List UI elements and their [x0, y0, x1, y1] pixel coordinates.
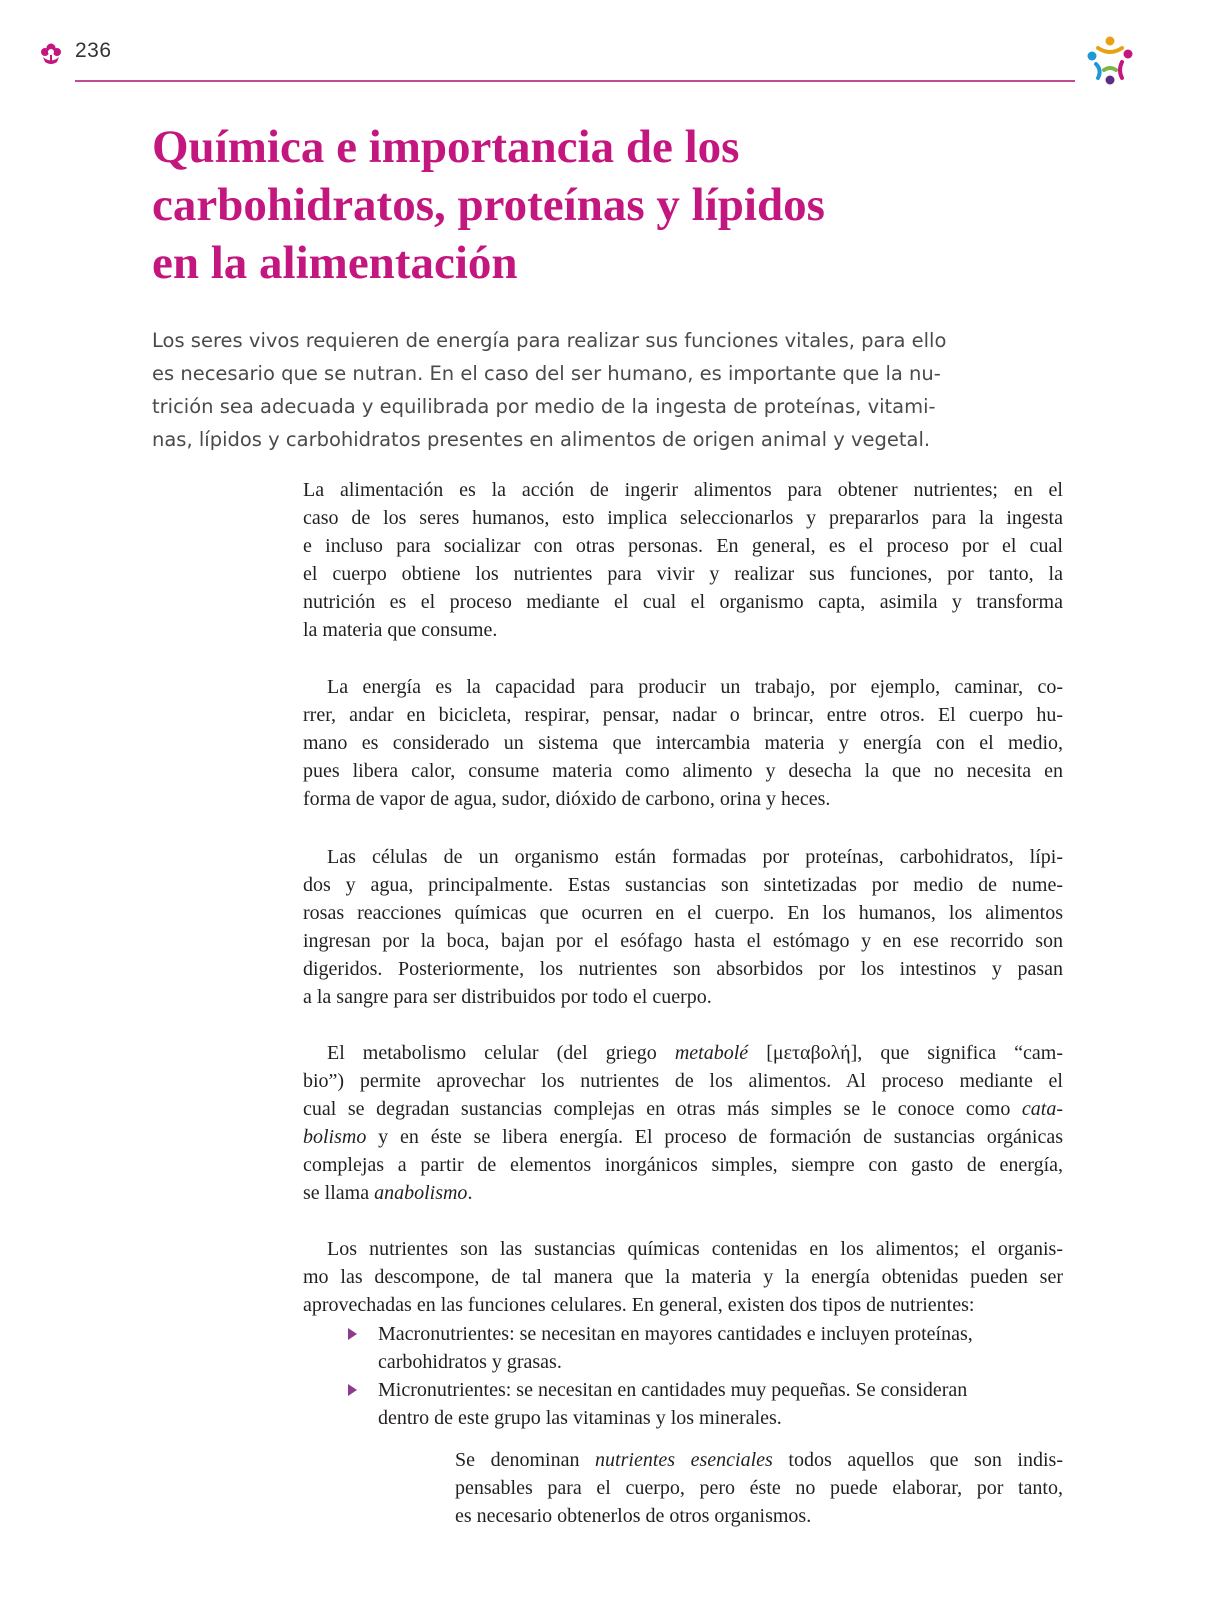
paragraph-energia	[303, 673, 1063, 813]
text-line: pues libera calor, consume materia como alimento y desecha la que no necesita en	[303, 760, 1063, 782]
text-run: Se denominan	[455, 1449, 596, 1471]
text-run: todos aquellos que son indis-	[772, 1449, 1063, 1471]
text-line: ingresan por la boca, bajan por el esófago hasta el estómago y en ese recorrido son	[303, 930, 1063, 952]
text-run: se llama	[303, 1182, 375, 1204]
term-catabolismo: bolismo	[303, 1126, 367, 1148]
title-line: en la alimentación	[152, 237, 518, 289]
nutrient-types-list	[348, 1320, 1053, 1432]
text-line: bio”) permite aprovechar los nutrientes de los alimentos. Al proceso mediante el	[303, 1070, 1063, 1092]
intro-line: trición sea adecuada y equilibrada por medio de la ingesta de proteínas, vitami-	[152, 395, 936, 418]
text-run: .	[467, 1182, 473, 1204]
text-line: Los nutrientes son las sustancias químicas contenidas en los alimentos; el organis-	[327, 1238, 1063, 1260]
list-item	[348, 1376, 1053, 1432]
text-line: digeridos. Posteriormente, los nutrientes son absorbidos por los intestinos y pasan	[303, 958, 1063, 980]
people-circle-logo-icon	[1082, 32, 1138, 88]
text-run: y en éste se libera energía. El proceso de formación de sustancias orgánicas	[366, 1126, 1063, 1148]
flower-icon	[38, 40, 64, 66]
text-line: rosas reacciones químicas que ocurren en el cuerpo. En los humanos, los alimentos	[303, 902, 1063, 924]
text-line	[303, 1179, 1063, 1207]
intro-line: nas, lípidos y carbohidratos presentes en alimentos de origen animal y vegetal.	[152, 428, 931, 451]
text-run: El metabolismo celular (del griego	[327, 1042, 675, 1064]
intro-line: es necesario que se nutran. En el caso del ser humano, es importante que la nu-	[152, 362, 941, 385]
text-line: es necesario obtenerlos de otros organismos.	[455, 1505, 812, 1527]
text-line	[303, 1095, 1063, 1123]
text-line: mo las descompone, de tal manera que la materia y la energía obtenidas pueden ser	[303, 1266, 1063, 1288]
triangle-bullet-icon	[348, 1384, 357, 1396]
greek-term: metabolé	[674, 1042, 749, 1064]
text-line: La alimentación es la acción de ingerir alimentos para obtener nutrientes; en el	[303, 479, 1063, 501]
text-line: dentro de este grupo las vitaminas y los minerales.	[378, 1407, 782, 1429]
intro-paragraph	[152, 324, 952, 456]
text-line: pensables para el cuerpo, pero éste no puede elaborar, por tanto,	[455, 1477, 1063, 1499]
text-line: a la sangre para ser distribuidos por todo el cuerpo.	[303, 986, 712, 1008]
text-line: nutrición es el proceso mediante el cual el organismo capta, asimila y transforma	[303, 591, 1063, 613]
text-line: Macronutrientes: se necesitan en mayores cantidades e incluyen proteínas,	[378, 1323, 973, 1345]
title-line: carbohidratos, proteínas y lípidos	[152, 179, 825, 231]
paragraph-alimentacion	[303, 476, 1063, 644]
text-run: cual se degradan sustancias complejas en otras más simples se le conoce como	[303, 1098, 1022, 1120]
triangle-bullet-icon	[348, 1328, 357, 1340]
text-line: caso de los seres humanos, esto implica seleccionarlos y prepararlos para la ingesta	[303, 507, 1063, 529]
title-line: Química e importancia de los	[152, 121, 740, 173]
text-line: Micronutrientes: se necesitan en cantidades muy pequeñas. Se consideran	[378, 1379, 968, 1401]
intro-line: Los seres vivos requieren de energía para realizar sus funciones vitales, para ello	[152, 329, 947, 352]
text-line	[303, 1039, 1063, 1067]
paragraph-nutrientes-esenciales	[455, 1446, 1063, 1530]
page-title	[152, 118, 952, 292]
term-catabolismo: cata-	[1021, 1098, 1063, 1120]
text-line: dos y agua, principalmente. Estas sustancias son sintetizadas por medio de nume-	[303, 874, 1063, 896]
text-line	[303, 1123, 1063, 1151]
text-line: el cuerpo obtiene los nutrientes para vivir y realizar sus funciones, por tanto, la	[303, 563, 1063, 585]
paragraph-metabolismo	[303, 1039, 1063, 1207]
text-line: aprovechadas en las funciones celulares. En general, existen dos tipos de nutrientes:	[303, 1294, 975, 1316]
text-line: complejas a partir de elementos inorgánicos simples, siempre con gasto de energía,	[303, 1154, 1063, 1176]
text-line: forma de vapor de agua, sudor, dióxido de carbono, orina y heces.	[303, 788, 831, 810]
list-item	[348, 1320, 1053, 1376]
header-rule	[75, 80, 1075, 82]
text-line: mano es considerado un sistema que intercambia materia y energía con el medio,	[303, 732, 1063, 754]
text-line: rrer, andar en bicicleta, respirar, pensar, nadar o brincar, entre otros. El cuerpo hu-	[303, 704, 1063, 726]
text-line: la materia que consume.	[303, 619, 498, 641]
term-nutrientes-esenciales: nutrientes esenciales	[595, 1449, 773, 1471]
page-header	[0, 0, 1214, 100]
text-line: Las células de un organismo están formadas por proteínas, carbohidratos, lípi-	[327, 846, 1063, 868]
paragraph-celulas	[303, 843, 1063, 1011]
text-run: [μεταβολή], que significa “cam-	[748, 1042, 1063, 1064]
text-line: e incluso para socializar con otras personas. En general, es el proceso por el cual	[303, 535, 1063, 557]
text-line	[455, 1446, 1063, 1474]
page-number: 236	[75, 39, 112, 62]
text-line: carbohidratos y grasas.	[378, 1351, 562, 1373]
paragraph-nutrientes	[303, 1235, 1063, 1319]
term-anabolismo: anabolismo	[374, 1182, 468, 1204]
text-line: La energía es la capacidad para producir un trabajo, por ejemplo, caminar, co-	[327, 676, 1063, 698]
